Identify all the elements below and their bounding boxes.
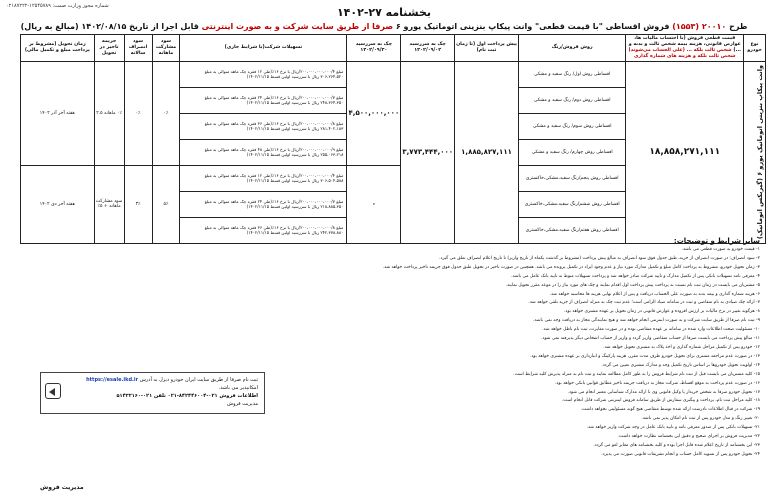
header-price xyxy=(626,35,744,62)
terms-item: ۱۹- شرکت در قبال اطلاعات نادرست ارائه شده توسط متقاضی هیچ گونه مسئولیتی نخواهد داشت. xyxy=(580,407,760,413)
registration-note-a: ثبت نام صرفا از طریق سایت ایران خودرو دیزل به آدرس xyxy=(138,377,258,383)
terms-item: ۱۱- مبالغ پیش پرداخت می بایست صرفا از حساب متقاضی واریز گردد و واریز از حساب اشخاص دیگر پذیرفته نمی شود. xyxy=(541,336,760,342)
arrow-left-icon xyxy=(45,383,61,399)
terms-item: ۱۶- در صورت عدم پرداخت به موقع اقساط، شرکت مجاز به دریافت جریمه تاخیر مطابق قوانین بانکی خواهد بود. xyxy=(554,380,760,386)
terms-item: ۱۰- مسئولیت صحت اطلاعات وارد شده در سامانه بر عهده متقاضی بوده و در صورت مغایرت، ثبت نام باطل خواهد شد. xyxy=(542,327,760,333)
terms-item: ۱۳- در صورت عدم مراجعه مشتری برای تحویل خودرو ظرف مدت مقرر، هزینه پارکینگ و انبارداری بر عهده مشتری خواهد بود. xyxy=(529,353,760,359)
terms-item: ۲۴- تحویل خودرو پس از تسویه کامل حساب و انجام تشریفات قانونی صورت می پذیرد. xyxy=(601,451,760,457)
table-header-row xyxy=(21,35,766,62)
prepayment-cell xyxy=(455,61,519,243)
terms-item: ۱۲- خودرو پس از تکمیل مراحل شماره گذاری و اخذ پلاک به مشتری تحویل خواهد شد. xyxy=(603,344,760,350)
header-prepayment: پیش پرداخت اول (تا زمان ثبت نام) xyxy=(455,35,519,62)
terms-title: سایر شرایط و توضیحات: xyxy=(673,237,760,245)
facility-cell: مبلغ ۲۰۰،۰۰۰،۰۰۰،۰۰۰/۸/ریال با نرخ ۱۶٪(طی ۳۶ فقره چک ماهه متوالی به مبلغ ۲۴۲،۳۷۸،۸۸۰ ریال با سررسید اولین قسط ۱۴۰۲/۱۱/۱۵) xyxy=(180,217,347,243)
terms-item: ۲۱- تسهیلات بانکی پس از صدور معرفی نامه و تایید بانک عامل در وجه شرکت واریز خواهد شد. xyxy=(586,425,760,431)
sale-method-cell: اقساطی روش پنجم/رنگ سفید،مشکی،خاکستری xyxy=(518,165,625,191)
sales-site-link[interactable]: https://esale.ikd.ir xyxy=(86,377,139,383)
plan-middle: فروش اقساطی "با قیمت قطعی" وانت پیکاپ بنزینی اتوماتیک یورو ۶ xyxy=(393,22,673,31)
terms-item: ۱۵- کلیه مشتریان می بایست قبل از ثبت نام شرایط فروش را به طور کامل مطالعه نمایند و ثبت نام به منزله پذیرش کلیه شرایط است. xyxy=(513,371,760,377)
facility-cell: مبلغ ۲۰۰،۰۰۰،۰۰۰،۰۰۰/۷/ریال با نرخ ۱۶٪(طی ۲۴ فقره چک ماهه متوالی به مبلغ ۲۱۸،۸۸۵،۳۵۰ ریال با سررسید اولین قسط ۱۴۰۲/۱۱/۱۵) xyxy=(180,191,347,217)
sale-method-cell: اقساطی روش چهارم/ رنگ سفید و مشکی xyxy=(518,139,625,165)
header-delay-penalty: جریمه تاخیر در تحویل xyxy=(94,35,124,62)
vehicle-name-cell xyxy=(744,61,766,243)
header-price-a: قیمت قطعی فروش (با احتساب مالیات ها، عوارض قانونی، هزینه بیمه شخص ثالث و بدنه و ...) xyxy=(628,36,741,53)
sale-method-cell: اقساطی روش ششم/رنگ سفید،مشکی،خاکستری xyxy=(518,191,625,217)
plan-description xyxy=(0,22,768,31)
delivery-cell-b: هفته آخر دی ۱۴۰۲ xyxy=(21,165,95,243)
terms-item: ۲۰- تغییر رنگ و مدل خودرو پس از ثبت نام امکان پذیر نمی باشد. xyxy=(641,416,760,422)
header-price-c: شخص ثالث بلکه و هزینه های شماره گذاری xyxy=(633,53,736,59)
check-1-value: ۳,۷۷۳,۴۴۴,۰۰۰ xyxy=(402,148,454,157)
table-row xyxy=(21,61,766,87)
terms-item: ۱۴- اولویت تحویل خودروها بر اساس تاریخ تکمیل وجه و مدارک مشتری تعیین می گردد. xyxy=(601,362,760,368)
registration-info-box xyxy=(40,372,265,414)
facility-cell: مبلغ ۲۰۰،۰۰۰،۰۰۰،۰۰۰/۸/ریال با نرخ ۱۶٪(طی ۳۶ فقره چک ماهه متوالی به مبلغ ۲۸۱،۴۰۲،۱۸۳ ریال با سررسید اولین قسط ۱۴۰۲/۱۱/۱۵) xyxy=(180,113,347,139)
share-cell-a: ۰٪ xyxy=(152,61,180,165)
terms-item: ۱۷- تحویل خودرو صرفا به شخص خریدار یا وکیل قانونی وی با ارائه مدارک شناسایی معتبر انجام می شود. xyxy=(567,389,760,395)
facility-cell: مبلغ ۲۰۰،۰۰۰،۰۰۰،۰۰۰/۹/ریال با نرخ ۱۶٪(طی ۴۸ فقره چک ماهه متوالی به مبلغ ۲۵۵،۰۶۳،۲۱۸ ریال با سررسید اولین قسط ۱۴۰۲/۱۱/۱۵) xyxy=(180,139,347,165)
terms-item: ۳- زمان تحویل خودرو، مشروط به پرداخت کامل مبلغ و تکمیل مدارک مورد نیاز و عدم وجود ایراد در تکمیل پرونده می باشد. همچنین در صورت تاخیر در تحویل طبق جدول فوق جریمه تاخیر پرداخت خواهد شد. xyxy=(382,264,760,270)
delivery-cell-a: هفته آخر آذر ۱۴۰۲ xyxy=(21,61,95,165)
registration-note xyxy=(67,376,258,392)
document-reference: شماره مجوز وزارت صمت: ۱۲۵۴۵۷۸۹-۰۲۱۸۷۲۲۲ xyxy=(6,3,109,9)
terms-item: ۶- هزینه شماره گذاری و بیمه بدنه به صورت علی الحساب دریافت و پس از اعلام نهایی هزینه ها محاسبه خواهد شد. xyxy=(549,291,760,297)
sale-method-cell: اقساطی روش دوم/ رنگ سفید و مشکی xyxy=(518,87,625,113)
price-cell xyxy=(626,61,744,243)
check-2-value-b: ۰ xyxy=(371,200,376,209)
page-title: بخشنامه ۲۷-۱۴۰۲ xyxy=(336,6,432,19)
sale-method-cell: اقساطی روش اول/ رنگ سفید و مشکی xyxy=(518,61,625,87)
penalty-cell-b: سود مشارکت ماهانه + ۵٪ xyxy=(94,165,124,243)
profit-cell-b: ۳٪ xyxy=(124,165,152,243)
check-2-value: ۴,۵۰۰,۰۰۰,۰۰۰ xyxy=(348,109,400,118)
vehicle-price: ۱۸,۸۵۸,۲۷۱,۱۱۱ xyxy=(649,146,721,157)
terms-item: ۲۲- مدیریت فروش بر اجرای صحیح و دقیق این بخشنامه نظارت خواهد داشت. xyxy=(617,434,760,440)
signature: مدیریت فروش xyxy=(40,484,84,491)
terms-item: ۱۸- کلیه مراحل ثبت نام، پرداخت و پیگیری سفارش از طریق سامانه فروش اینترنتی شرکت قابل انجام است. xyxy=(561,398,760,404)
header-check-1: چک به سررسید ۱۴۰۲/۰۹/۰۲ xyxy=(401,35,455,62)
check-1-cell xyxy=(401,61,455,243)
vehicle-name: وانت پیکاپ بنزینی اتوماتیک یورو ۶ (گیربکس اتوماتیک) xyxy=(755,65,764,240)
facility-cell: مبلغ ۲۰۰،۰۰۰،۰۰۰،۰۰۰/۴/ریال با نرخ ۱۶٪(طی ۱۲ فقره چک ماهه متوالی به مبلغ ۳۰۶،۵۰۴،۵۸۸ ریال با سررسید اولین قسط ۱۴۰۲/۱۱/۱۵) xyxy=(180,165,347,191)
terms-item: ۵- مشتریان می بایست در زمان ثبت نام نسبت به پرداخت پیش پرداخت اول اقدام نمایند و چک های مورد نیاز را در موعد مقرر تحویل نمایند. xyxy=(505,282,760,288)
sales-contact: اطلاعات فروش ۰۲۱-۸۴۲۴۴۶۰۰۴-۰۲۱ تلفن ۰۲۱-۵۱۴۳۲۱۶۰ xyxy=(116,393,258,399)
header-cancel-profit: سود انصراف سالانه xyxy=(124,35,152,62)
facility-cell: مبلغ ۲۰۰،۰۰۰،۰۰۰،۰۰۰/۴/ریال با نرخ ۱۶٪(طی ۱۲ فقره چک ماهه متوالی به مبلغ ۳۰۶،۲۶۴،۵۲۰ ریال با سررسید اولین قسط ۱۴۰۲/۱۱/۱۵) xyxy=(180,61,347,87)
check-2-cell xyxy=(347,61,401,165)
sales-dept: مدیریت فروش xyxy=(226,401,258,407)
profit-cell-a: ۰٪ xyxy=(124,61,152,165)
plan-online-note: صرفا از طریق سایت شرکت و به صورت اینترنتی xyxy=(201,22,394,31)
terms-list xyxy=(10,246,760,460)
header-facilities: تسهیلات شرکت(با شرایط جاری) xyxy=(180,35,347,62)
header-sale-method: روش فروش/رنگ xyxy=(518,35,625,62)
header-price-b: شخص ثالث بلکه ... (علی الحساب می‌شوند) xyxy=(628,47,732,53)
terms-item: ۲- سود انصراف: در صورت انصراف از خرید، طبق جدول فوق سود انصراف به مبالغ پیش پرداخت (مشروط بر گذشت یکماه از تاریخ واریز) تا تاریخ اعلام انصراف تعلق می گیرد. xyxy=(439,255,760,261)
terms-item: ۱- قیمت خودرو به صورت قطعی می باشد. xyxy=(681,247,760,252)
sale-method-cell: اقساطی روش هفتم/رنگ سفید،مشکی،خاکستری xyxy=(518,217,625,243)
header-vehicle-type: نوع خودرو xyxy=(744,35,766,62)
plan-suffix: قابل اجرا از تاریخ ۱۴۰۲/۰۸/۱۵ (مبالغ به ریال) xyxy=(20,22,202,31)
penalty-cell-a: ۰٪ ماهانه ۲.۵ xyxy=(94,61,124,165)
plan-code: ۲۰۰۱۰ (۱۵۵۳) xyxy=(672,22,727,31)
prepayment-value: ۱,۸۸۵,۸۲۷,۱۱۱ xyxy=(461,148,512,157)
terms-item: ۸- هرگونه تغییر در نرخ مالیات بر ارزش افزوده و عوارض قانونی در زمان تحویل بر عهده مشتری خواهد بود. xyxy=(564,309,760,315)
plan-prefix: طرح xyxy=(726,22,748,31)
terms-item: ۴- معرفی نامه تسهیلات بانکی پس از تکمیل مدارک و تایید شرکت صادر خواهد شد و پرداخت تسهیلات منوط به تایید بانک عامل می باشد. xyxy=(511,273,760,279)
header-share-profit: سود مشارکت ماهانه xyxy=(152,35,180,62)
terms-item: ۲۳- این بخشنامه از تاریخ اعلام شده قابل اجرا بوده و کلیه بخشنامه های مغایر لغو می گردد. xyxy=(593,442,760,448)
terms-item: ۷- ارائه چک صیادی به نام متقاضی و ثبت در سامانه صیاد الزامی است؛ عدم ثبت چک به منزله انصراف از خرید تلقی خواهد شد. xyxy=(528,300,760,306)
header-delivery-time: زمان تحویل (مشروط بر پرداخت مبلغ و تکمیل مالی) xyxy=(21,35,95,62)
sale-method-cell: اقساطی روش سوم/ رنگ سفید و مشکی xyxy=(518,113,625,139)
check-2-cell-b xyxy=(347,165,401,243)
terms-item: ۹- ثبت نام صرفا از طریق سایت شرکت و به صورت اینترنتی انجام خواهد شد و هیچ نمایندگی مجاز به دریافت وجه نمی باشد. xyxy=(533,318,760,324)
share-cell-b: ۵٪ xyxy=(152,165,180,243)
registration-note-b: امکانپذیر می باشد. xyxy=(218,385,258,391)
price-table xyxy=(20,34,766,244)
header-check-2: چک به سررسید ۱۴۰۲/۰۹/۳۰ xyxy=(347,35,401,62)
facility-cell: مبلغ ۲۰۰،۰۰۰،۰۰۰،۰۰۰/۷/ریال با نرخ ۱۶٪(طی ۲۴ فقره چک ماهه متوالی به مبلغ ۲۴۸،۳۶۴،۳۵۰ ریال با سررسید اولین قسط ۱۴۰۲/۱۱/۱۵) xyxy=(180,87,347,113)
